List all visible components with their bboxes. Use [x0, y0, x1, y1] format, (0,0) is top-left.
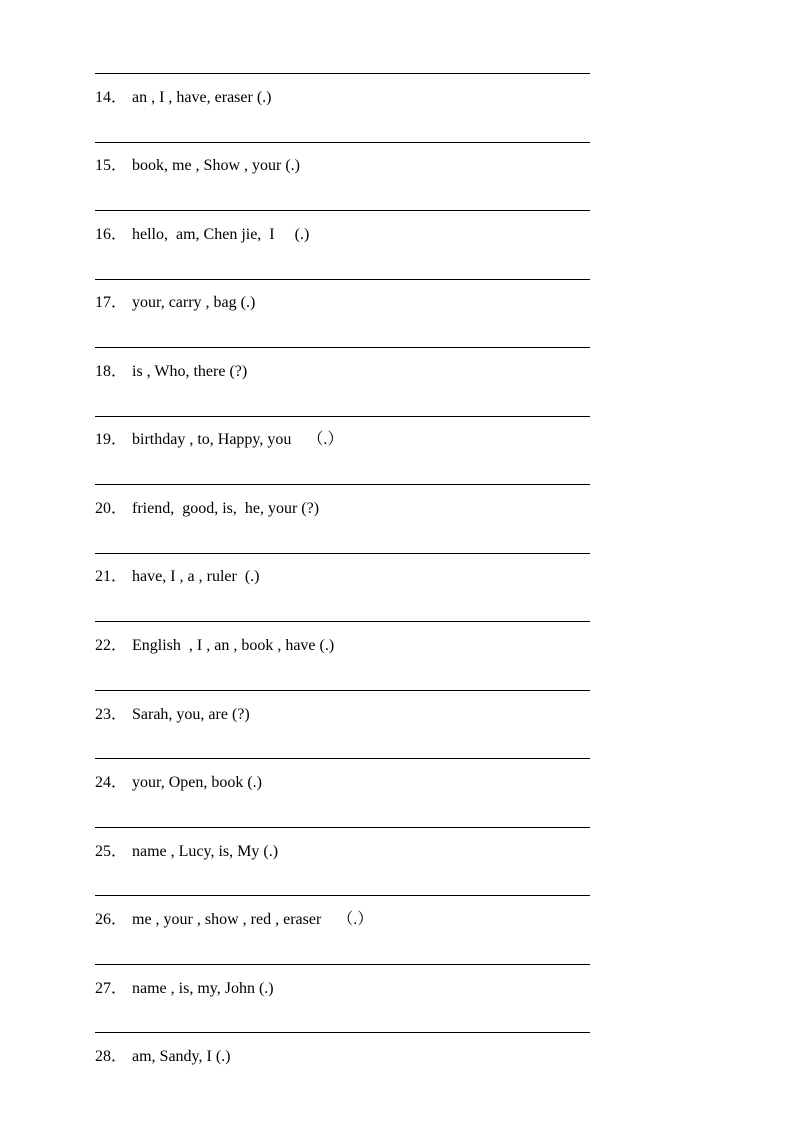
answer-line: [95, 484, 590, 485]
question-number: 23．: [95, 706, 128, 723]
answer-line: [95, 621, 590, 622]
question-21: [95, 566, 260, 588]
question-text: name , is, my, John (.): [132, 980, 274, 997]
question-number: 22．: [95, 637, 128, 654]
question-20: [95, 498, 319, 520]
question-number: 17．: [95, 294, 128, 311]
question-15: [95, 155, 300, 177]
answer-line: [95, 827, 590, 828]
answer-line: [95, 1032, 590, 1033]
question-number: 14．: [95, 89, 128, 106]
question-text: hello, am, Chen jie, I (.): [132, 226, 310, 243]
question-number: 27．: [95, 980, 128, 997]
question-23: [95, 704, 250, 726]
question-text: name , Lucy, is, My (.): [132, 843, 279, 860]
question-17: [95, 292, 255, 314]
question-text: me , your , show , red , eraser （.）: [132, 911, 374, 928]
question-28: [95, 1046, 231, 1068]
answer-line: [95, 964, 590, 965]
question-number: 21．: [95, 568, 128, 585]
answer-line: [95, 142, 590, 143]
answer-line: [95, 210, 590, 211]
question-text: your, Open, book (.): [132, 774, 262, 791]
question-text: birthday , to, Happy, you （.）: [132, 431, 344, 448]
question-text: your, carry , bag (.): [132, 294, 256, 311]
question-number: 26．: [95, 911, 128, 928]
answer-line: [95, 73, 590, 74]
question-number: 24．: [95, 774, 128, 791]
question-18: [95, 361, 247, 383]
question-text: friend, good, is, he, your (?): [132, 500, 320, 517]
question-text: is , Who, there (?): [132, 363, 248, 380]
answer-line: [95, 690, 590, 691]
question-text: Sarah, you, are (?): [132, 706, 250, 723]
question-text: English , I , an , book , have (.): [132, 637, 335, 654]
question-number: 25．: [95, 843, 128, 860]
question-14: [95, 87, 271, 109]
answer-line: [95, 416, 590, 417]
question-number: 19．: [95, 431, 128, 448]
question-16: [95, 224, 309, 246]
answer-line: [95, 758, 590, 759]
question-number: 18．: [95, 363, 128, 380]
question-22: [95, 635, 334, 657]
question-25: [95, 841, 278, 863]
question-24: [95, 772, 262, 794]
question-text: have, I , a , ruler (.): [132, 568, 260, 585]
question-number: 16．: [95, 226, 128, 243]
question-number: 20．: [95, 500, 128, 517]
answer-line: [95, 553, 590, 554]
question-number: 15．: [95, 157, 128, 174]
question-text: am, Sandy, I (.): [132, 1048, 231, 1065]
question-27: [95, 978, 274, 1000]
answer-line: [95, 347, 590, 348]
answer-line: [95, 279, 590, 280]
question-26: [95, 909, 373, 931]
answer-line: [95, 895, 590, 896]
question-text: book, me , Show , your (.): [132, 157, 300, 174]
question-19: [95, 429, 343, 451]
question-number: 28．: [95, 1048, 128, 1065]
question-text: an , I , have, eraser (.): [132, 89, 272, 106]
